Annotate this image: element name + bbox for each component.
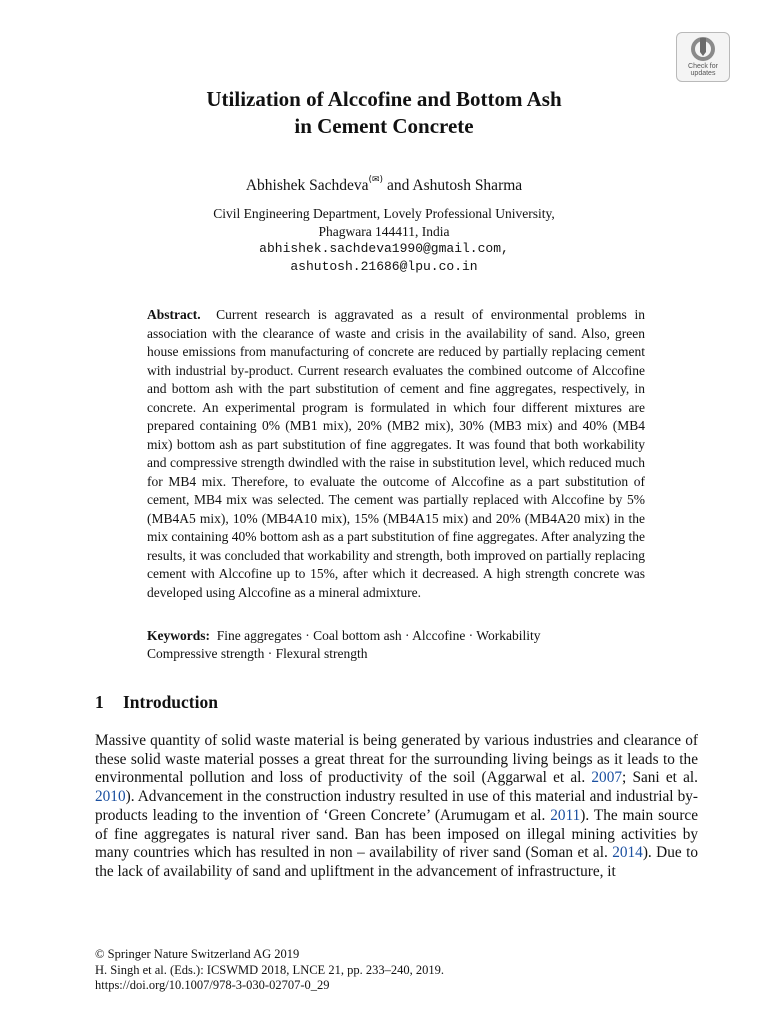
citation-link[interactable]: 2007: [591, 769, 622, 787]
badge-text: [688, 63, 718, 77]
intro-text-5: ). Due to the lack of availability of sand and upliftment in the advancement of infrastructure, it: [95, 844, 698, 880]
intro-text-3: ). Advancement in the construction industry resulted in use of this material and industrial by-products leading to the invention of ‘Green Concrete’ (Arumugam et al.: [95, 788, 698, 824]
keywords-label: Keywords:: [147, 628, 210, 643]
intro-text-2: ; Sani et al.: [622, 769, 698, 787]
abstract-text: Current research is aggravated as a result of environmental problems in association with the clearance of waste and crisis in the availability of sand. Also, green house emissions from manufacturing of concrete are reduced by partially replacing cement with industrial by-product. Current research evaluates the combined outcome of Alccofine and bottom ash with the part substitution of cement and fine aggregates, respectively, in concrete. An experimental program is formulated in which four different mixtures are prepared containing 0% (MB1 mix), 20% (MB2 mix), 30% (MB3 mix) and 40% (MB4 mix) bottom ash as part substitution of fine aggregates. It was found that both workability and compressive strength dwindled with the raise in substitution level, which reduced much for MB4 mix. Therefore, to evaluate the outcome of Alccofine as a part substitution of cement, MB4 mix was selected. The cement was partially replaced with Alccofine by 5% (MB4A5 mix), 10% (MB4A10 mix), 15% (MB4A15 mix) and 20% (MB4A20 mix) in the mix containing 40% bottom ash as a part substitution of fine aggregates. After analyzing the results, it was concluded that workability and strength, both improved on partially replacing cement with Alccofine up to 15%, after which it decreased. A high strength concrete was developed using Alccofine as a mineral admixture.: [147, 307, 645, 600]
title-line2: in Cement Concrete: [294, 114, 474, 138]
author-conjunction: and: [386, 177, 410, 194]
affiliation-line1: Civil Engineering Department, Lovely Professional University,: [213, 206, 555, 221]
footer-doi-link[interactable]: https://doi.org/10.1007/978-3-030-02707-0_29: [95, 978, 330, 992]
abstract-label: Abstract.: [147, 307, 201, 322]
badge-line2: updates: [690, 70, 716, 77]
badge-line1: Check for: [688, 63, 718, 70]
paper-title: [0, 86, 768, 140]
title-line1: Utilization of Alccofine and Bottom Ash: [206, 87, 562, 111]
footer-citation: H. Singh et al. (Eds.): ICSWMD 2018, LNCE 21, pp. 233–240, 2019.: [95, 962, 444, 977]
keywords-line1: Fine aggregates · Coal bottom ash · Alccofine · Workability: [216, 628, 541, 643]
intro-paragraph: [95, 732, 698, 882]
footer-copyright: © Springer Nature Switzerland AG 2019: [95, 947, 300, 961]
copyright-footer: [95, 947, 444, 994]
keywords: [147, 627, 645, 663]
email-envelope-icon[interactable]: (✉): [368, 175, 384, 185]
intro-text-4: ). The main source of fine aggregates is natural river sand. Ban has been imposed on illegal mining activities by many countries which has resulted in non – availability of river sand (Soman et al.: [95, 806, 698, 862]
check-for-updates-badge[interactable]: [676, 32, 730, 82]
author-list: [0, 170, 768, 196]
author-1: Abhishek Sachdeva: [245, 177, 369, 194]
affiliation: [0, 205, 768, 275]
section-title: Introduction: [123, 692, 218, 712]
affiliation-line2: Phagwara 144411, India: [318, 223, 450, 239]
abstract: [147, 306, 645, 602]
intro-text-1: Massive quantity of solid waste material is being generated by various industries and clearance of these solid waste material posses a great threat for the surrounding living beings as it leads to the environmental pollution and loss of productivity of the soil (Aggarwal et al.: [95, 732, 698, 787]
citation-link[interactable]: 2014: [612, 844, 643, 862]
email-2[interactable]: ashutosh.21686@lpu.co.in: [290, 258, 478, 274]
citation-link[interactable]: 2010: [95, 788, 126, 806]
author-2: Ashutosh Sharma: [412, 177, 523, 194]
citation-link[interactable]: 2011: [550, 806, 581, 824]
section-number: 1: [95, 692, 104, 712]
check-for-updates-icon: [690, 36, 716, 62]
keywords-line2: Compressive strength · Flexural strength: [147, 646, 368, 661]
email-1[interactable]: abhishek.sachdeva1990@gmail.com,: [259, 241, 509, 256]
section-heading: [95, 692, 218, 713]
